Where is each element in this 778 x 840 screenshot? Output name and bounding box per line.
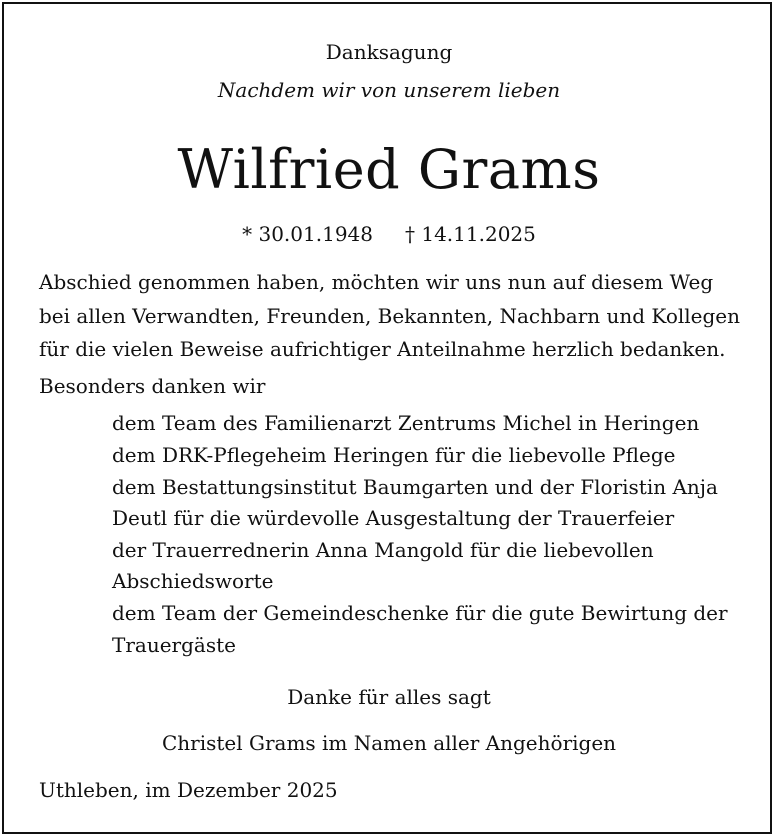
thanks-line: dem Team der Gemeindeschenke für die gute Bewirtung der <box>112 601 728 625</box>
body-line: Abschied genommen haben, möchten wir uns nun auf diesem Weg <box>39 270 714 294</box>
birth-date: * 30.01.1948 <box>242 222 373 246</box>
thanks-line: der Trauerrednerin Anna Mangold für die liebevollen <box>112 538 654 562</box>
thanks-line: Abschiedsworte <box>112 569 274 593</box>
body-line: für die vielen Beweise aufrichtiger Anteilnahme herzlich bedanken. <box>39 337 726 361</box>
thanks-line: dem Bestattungsinstitut Baumgarten und der Floristin Anja <box>112 475 718 499</box>
life-dates <box>0 222 778 246</box>
closing-text: Danke für alles sagt <box>287 685 491 709</box>
thanks-line: dem Team des Familienarzt Zentrums Michel in Heringen <box>112 411 700 435</box>
place-date: Uthleben, im Dezember 2025 <box>39 778 338 802</box>
death-date: † 14.11.2025 <box>405 222 536 246</box>
deceased-name: Wilfried Grams <box>177 138 601 201</box>
thanks-line: dem DRK-Pflegeheim Heringen für die liebevolle Pflege <box>112 443 676 467</box>
notice-heading: Danksagung <box>325 40 453 64</box>
thanks-line: Deutl für die würdevolle Ausgestaltung der Trauerfeier <box>112 506 675 530</box>
body-line: bei allen Verwandten, Freunden, Bekannten, Nachbarn und Kollegen <box>39 304 741 328</box>
thanks-intro: Besonders danken wir <box>39 374 266 398</box>
intro-text: Nachdem wir von unserem lieben <box>217 78 561 102</box>
signature-text: Christel Grams im Namen aller Angehörigen <box>161 731 617 755</box>
thanks-line: Trauergäste <box>112 633 236 657</box>
